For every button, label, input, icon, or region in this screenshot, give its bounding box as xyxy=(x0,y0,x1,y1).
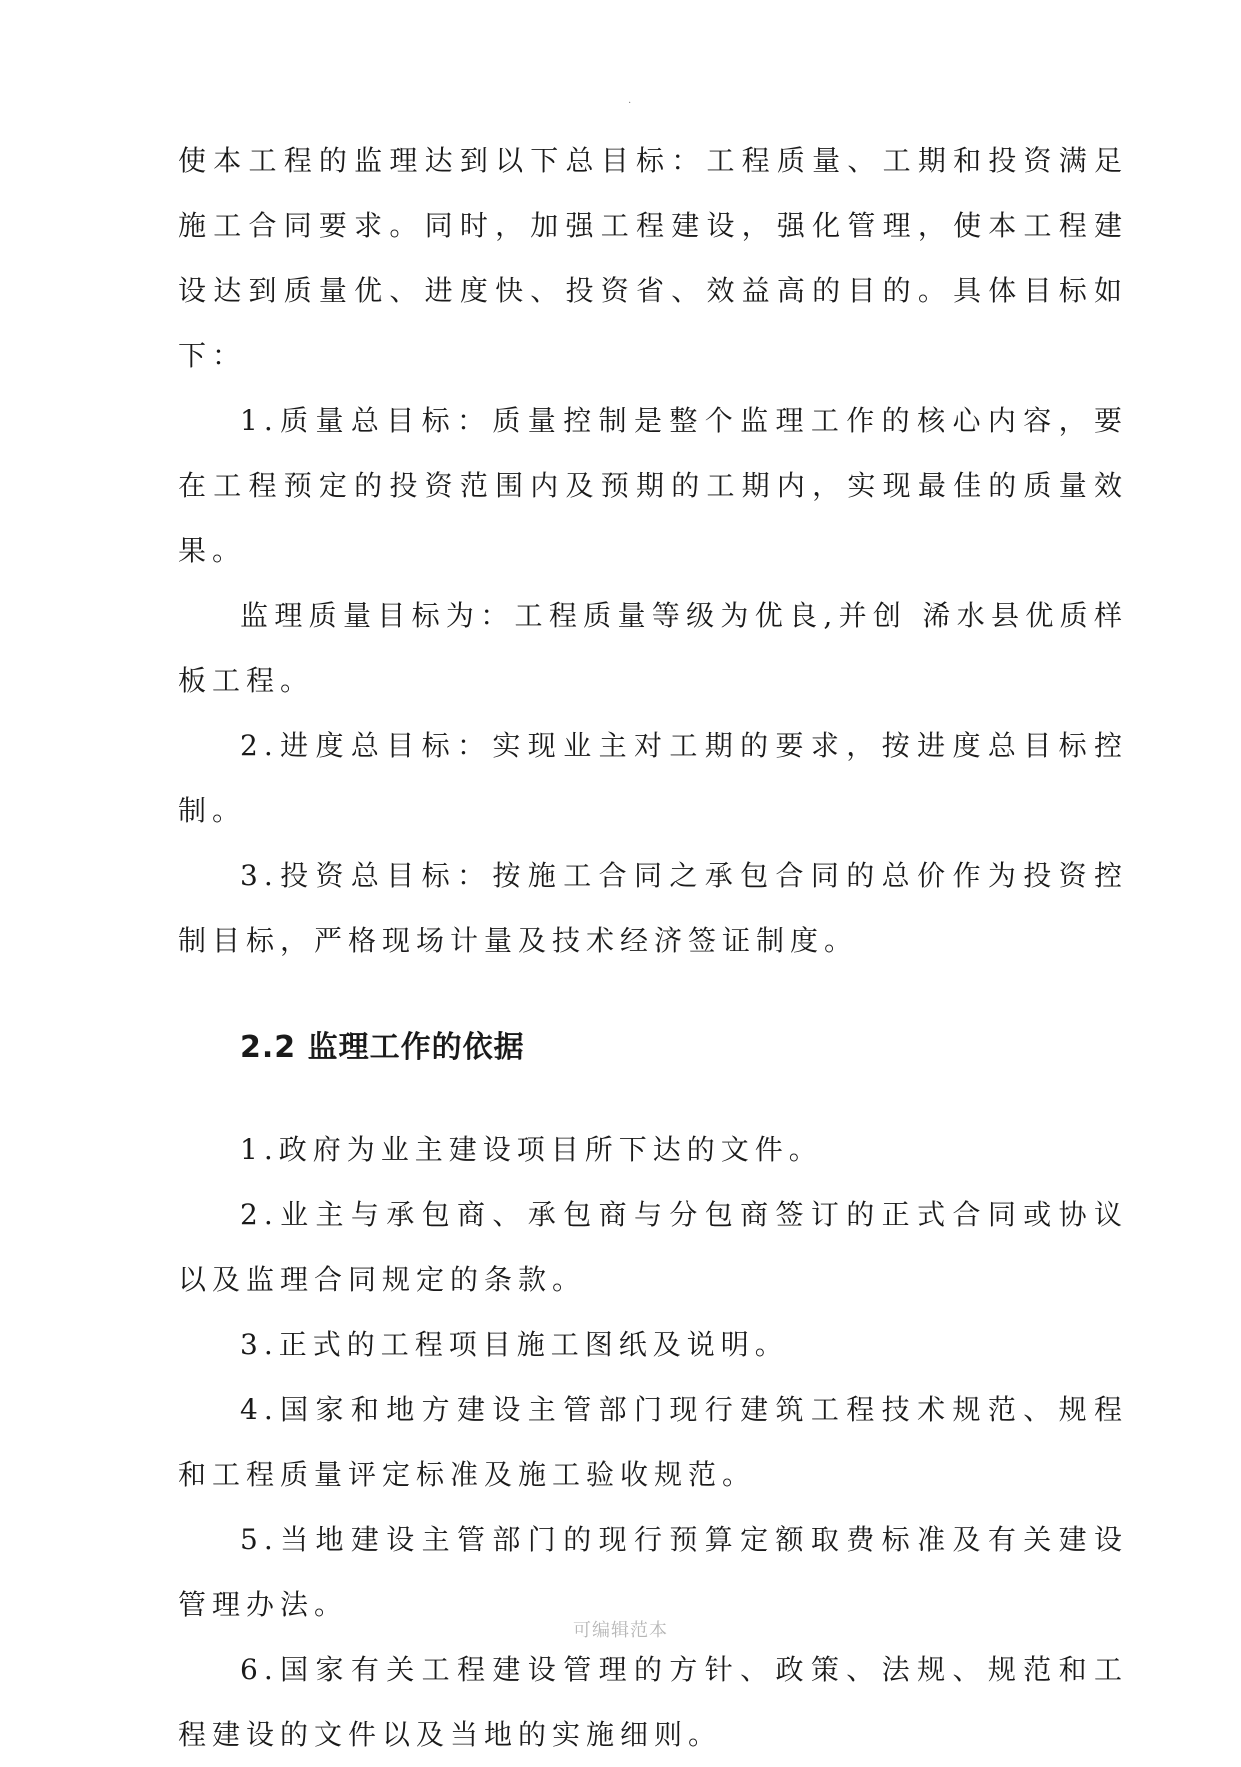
basis-item: 3.正式的工程项目施工图纸及说明。 xyxy=(240,1328,789,1361)
quality-target-paragraph: 监理质量目标为：工程质量等级为优良,并创 浠水县优质样板工程。 xyxy=(178,599,1128,697)
page-footer: 可编辑范本 xyxy=(573,1620,668,1641)
page-top-mark: · xyxy=(628,98,632,109)
investment-goal-paragraph: 3.投资总目标：按施工合同之承包合同的总价作为投资控制目标，严格现场计量及技术经济签证制度。 xyxy=(178,859,1128,957)
section-heading: 2.2 监理工作的依据 xyxy=(240,1030,525,1065)
quality-goal-paragraph: 1.质量总目标：质量控制是整个监理工作的核心内容，要在工程预定的投资范围内及预期的工期内，实现最佳的质量效果。 xyxy=(178,404,1128,567)
basis-item: 4.国家和地方建设主管部门现行建筑工程技术规范、规程和工程质量评定标准及施工验收规范。 xyxy=(178,1393,1128,1491)
basis-item: 6.国家有关工程建设管理的方针、政策、法规、规范和工程建设的文件以及当地的实施细则。 xyxy=(178,1653,1128,1751)
intro-paragraph: 使本工程的监理达到以下总目标：工程质量、工期和投资满足施工合同要求。同时，加强工程建设，强化管理，使本工程建设达到质量优、进度快、投资省、效益高的目的。具体目标如下： xyxy=(178,144,1128,372)
basis-item: 2.业主与承包商、承包商与分包商签订的正式合同或协议以及监理合同规定的条款。 xyxy=(178,1198,1128,1296)
basis-item: 5.当地建设主管部门的现行预算定额取费标准及有关建设管理办法。 xyxy=(178,1523,1128,1621)
schedule-goal-paragraph: 2.进度总目标：实现业主对工期的要求，按进度总目标控制。 xyxy=(178,729,1128,827)
document-body xyxy=(178,128,1128,1767)
basis-item: 1.政府为业主建设项目所下达的文件。 xyxy=(240,1133,823,1166)
